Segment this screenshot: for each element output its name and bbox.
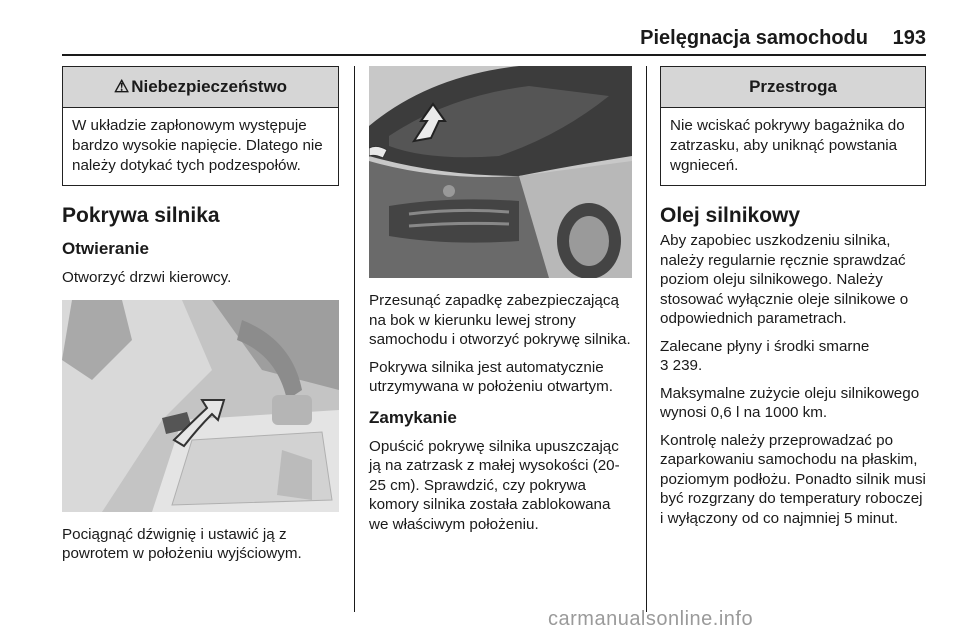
- recommended-fluids: [660, 337, 926, 376]
- column-right: [660, 66, 926, 528]
- step-move-safety-catch: Przesunąć zapadkę zabezpieczającą na bok w kierunku lewej strony samochodu i otworzyć pokrywę silnika.: [369, 292, 631, 348]
- danger-title: Niebezpieczeństwo: [131, 77, 288, 96]
- section-title-hood: Pokrywa silnika: [62, 204, 220, 227]
- danger-text: W układzie zapłonowym występuje bardzo wysokie napięcie. Dlatego nie należy dotykać tych podzespołów.: [72, 117, 323, 174]
- danger-box: [62, 66, 339, 186]
- subsection-title-closing: Zamykanie: [369, 407, 457, 427]
- caution-box: [660, 66, 926, 186]
- caution-title: Przestroga: [749, 77, 837, 96]
- hood-held-open-note: Pokrywa silnika jest automatycznie utrzymywana w położeniu otwartym.: [369, 358, 613, 395]
- car-front-illustration: [369, 66, 632, 278]
- column-left: [62, 66, 339, 564]
- step-open-door: Otworzyć drzwi kierowcy.: [62, 269, 232, 286]
- caution-box-header: [661, 67, 925, 108]
- subsection-title-opening: Otwieranie: [62, 239, 149, 258]
- page-header: [62, 27, 926, 51]
- page-reference-link[interactable]: 3 239.: [660, 357, 703, 374]
- page-number: 193: [892, 27, 926, 49]
- section-title-engine-oil: Olej silnikowy: [660, 204, 801, 227]
- figure-hood-release-lever: [62, 300, 339, 512]
- column-middle: [369, 66, 632, 534]
- watermark: carmanualsonline.info: [548, 608, 754, 630]
- page-title: Pielęgnacja samochodu: [640, 27, 868, 49]
- hood-lever-illustration: [62, 300, 339, 512]
- recommended-fluids-text: Zalecane płyny i środki smarne: [660, 337, 870, 355]
- danger-box-header: [63, 67, 338, 108]
- check-conditions: Kontrolę należy przeprowadzać po zaparkowaniu samochodu na płaskim, poziomym podłożu. Ponadto silnik musi być rozgrzany do temperatury roboczej i wyłączony od co najmniej 5 minut.: [660, 431, 926, 527]
- column-divider-1: [354, 66, 355, 612]
- header-rule: [62, 54, 926, 56]
- max-oil-consumption: Maksymalne zużycie oleju silnikowego wynosi 0,6 l na 1000 km.: [660, 384, 920, 421]
- warning-triangle-icon: ⚠: [113, 77, 130, 96]
- step-pull-lever: Pociągnąć dźwignię i ustawić ją z powrotem w położeniu wyjściowym.: [62, 525, 302, 562]
- closing-instructions: Opuścić pokrywę silnika upuszczając ją na zatrzask z małej wysokości (20-25 cm). Sprawdzić, czy pokrywa komory silnika została zablokowana we właściwym położeniu.: [369, 437, 620, 533]
- engine-oil-intro: Aby zapobiec uszkodzeniu silnika, należy regularnie ręcznie sprawdzać poziom oleju silnikowego. Należy stosować wyłącznie oleje silnikowe o odpowiednich parametrach.: [660, 232, 909, 327]
- column-divider-2: [646, 66, 647, 612]
- caution-text: Nie wciskać pokrywy bagażnika do zatrzasku, aby uniknąć powstania wgnieceń.: [670, 117, 905, 174]
- figure-hood-safety-catch: [369, 66, 632, 278]
